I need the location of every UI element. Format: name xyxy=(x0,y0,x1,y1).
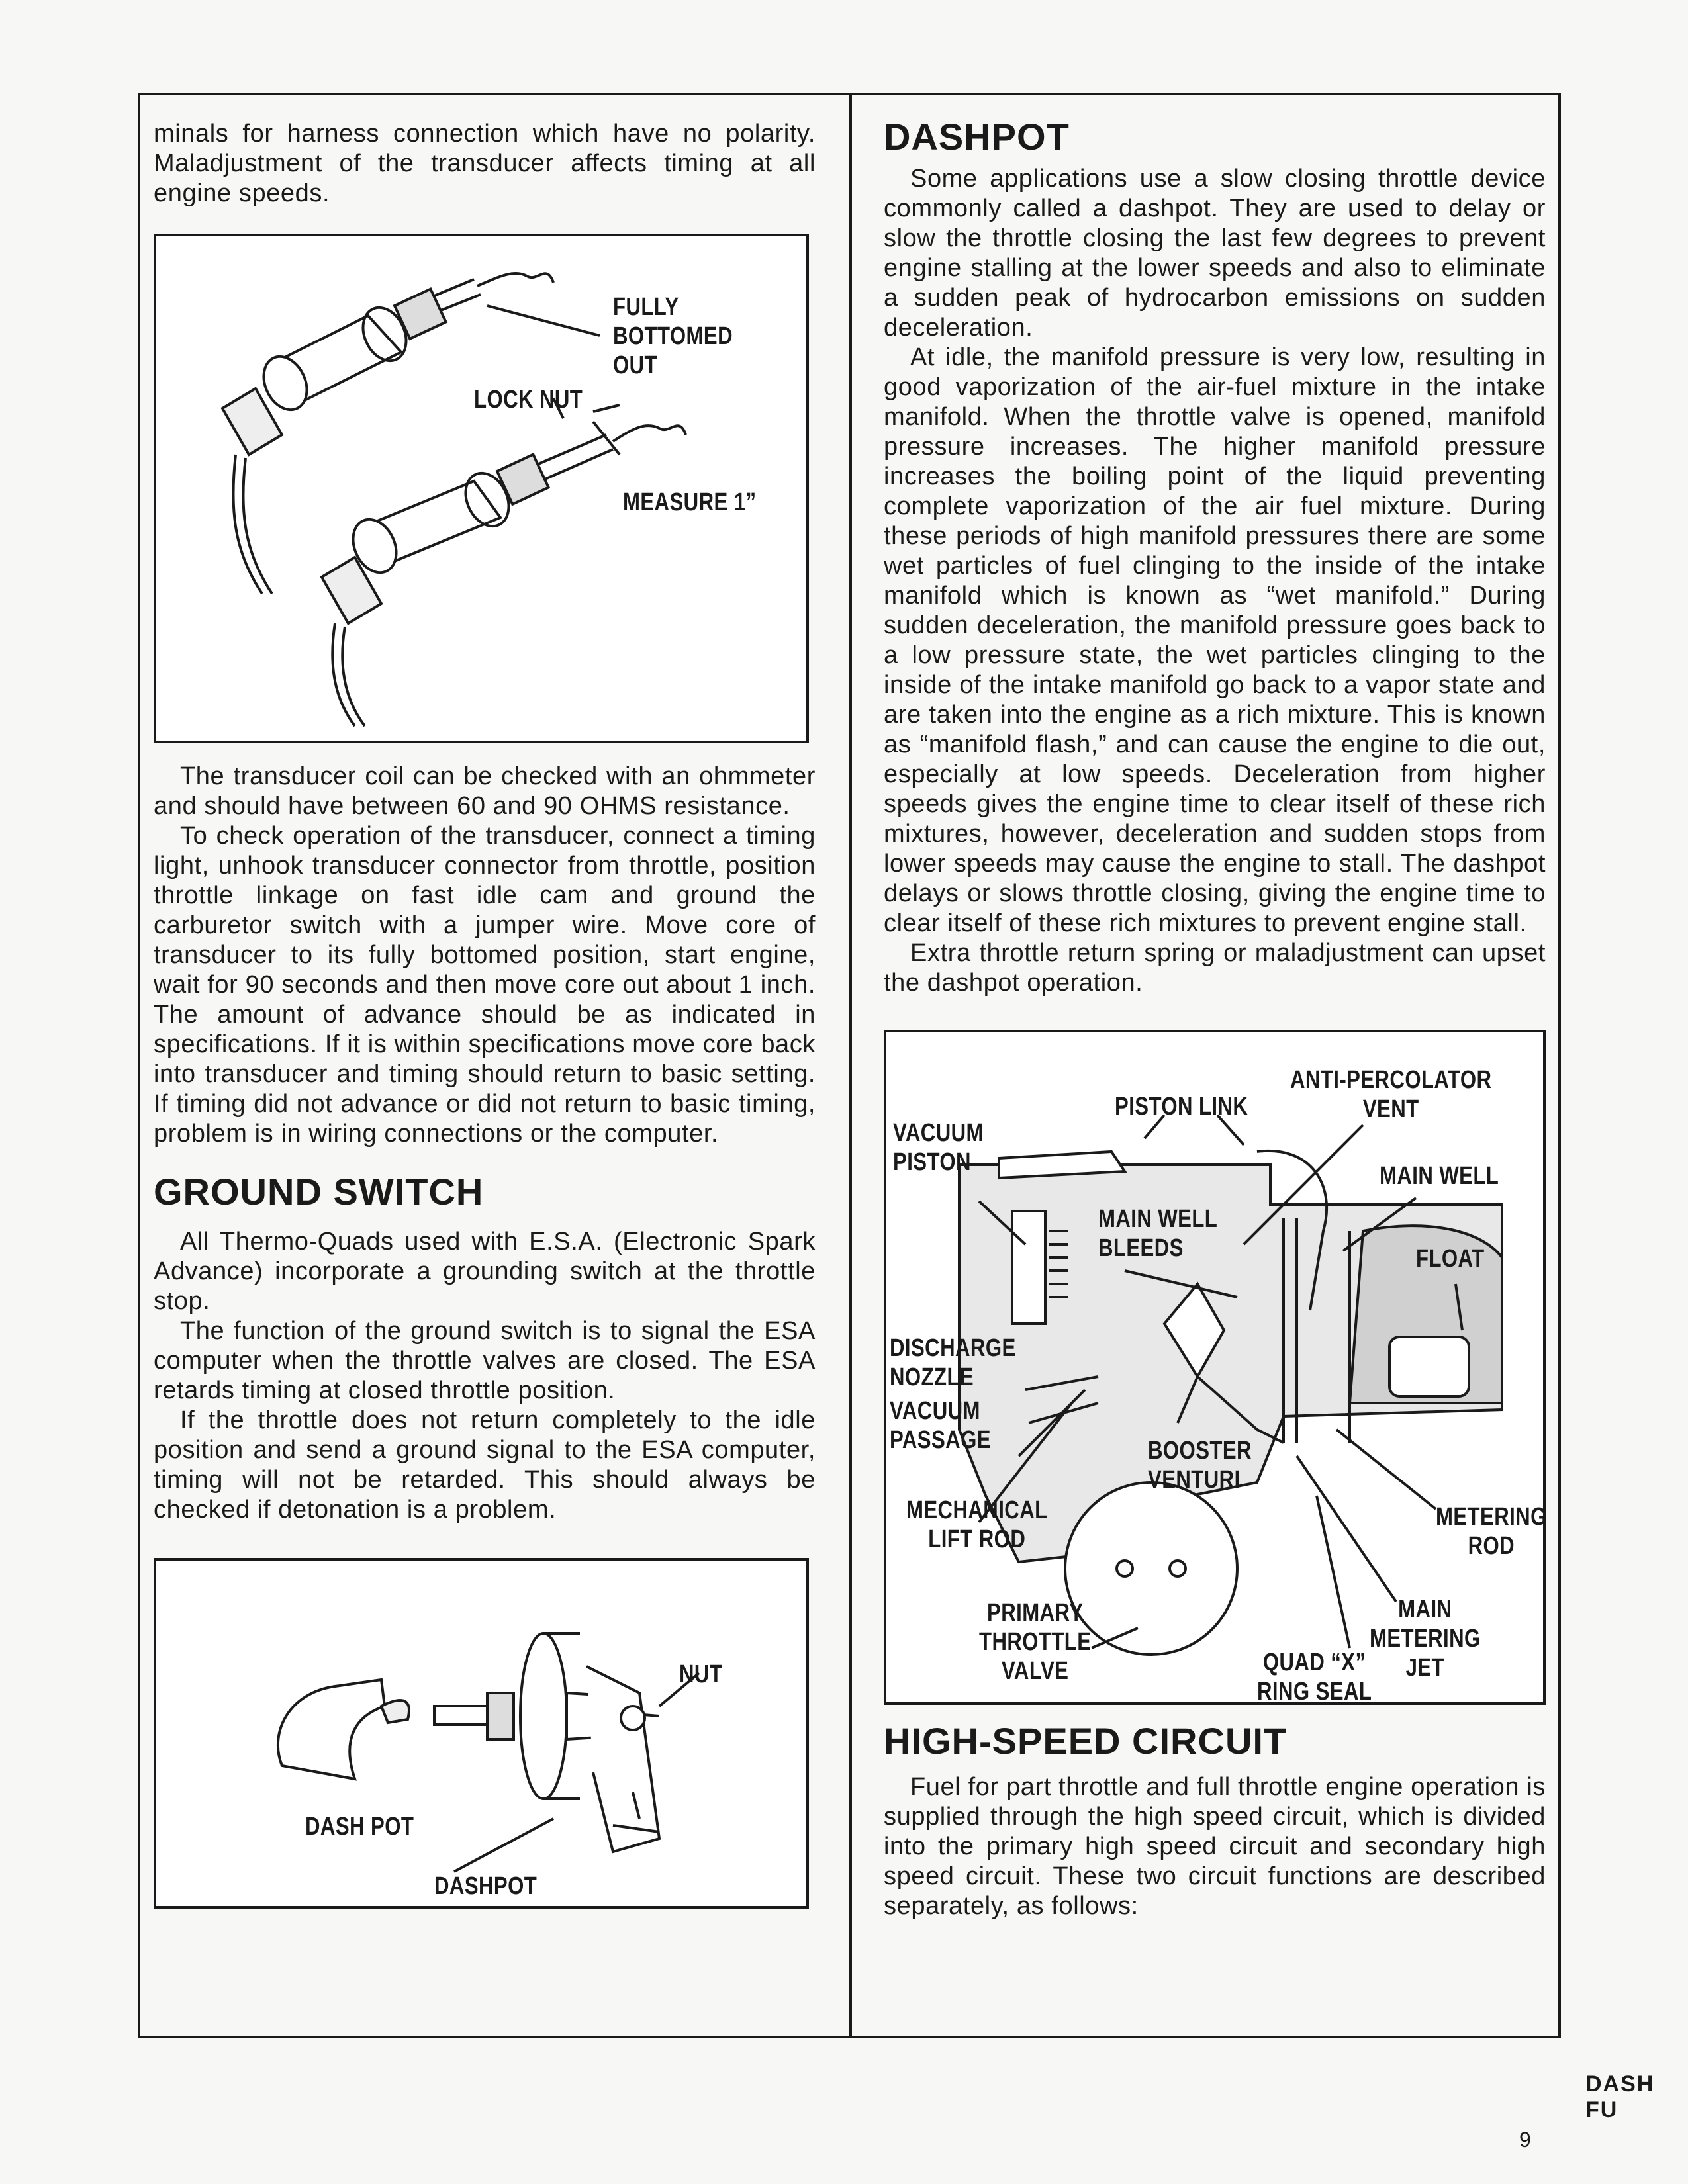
dashpot-caption: DASHPOT xyxy=(434,1872,538,1900)
transducer-check-paragraph: To check operation of the transducer, connect a timing light, unhook transducer connector from throttle, position throttle linkage on fast idle cam and ground the carburetor switch with a jumper wire. Move core of transducer to its fully bottomed position, start engine, wait for 90 seconds and then move core out about 1 inch. The amount of advance should be as indicated in specifications. If it is within specifications move core back into transducer and timing should return to basic setting. If timing did not advance or did not return to basic timing, problem is in wiring connections or the computer. xyxy=(154,822,816,1148)
page-number: 9 xyxy=(1519,2128,1531,2152)
main-metering-jet-label: MAIN METERING JET xyxy=(1369,1596,1481,1682)
transducer-figure xyxy=(154,234,809,743)
dashpot-paragraph-1: Some applications use a slow closing throttle device commonly called a dashpot. They are used to delay or slow the throttle closing the last few degrees to prevent engine stalling at the lower speeds and also to eliminate a sudden peak of hydrocarbon emissions on sudden deceleration. xyxy=(884,165,1546,341)
cropped-header-fragment: DASH FU xyxy=(1585,2071,1655,2122)
piston-link-label: PISTON LINK xyxy=(1115,1093,1248,1120)
main-well-label: MAIN WELL xyxy=(1380,1162,1499,1190)
high-speed-circuit-paragraph: Fuel for part throttle and full throttle engine operation is supplied through the high speed circuit, which is divided into the primary high speed circuit and secondary high speed circuit. These two circuit functions are described separately, as follows: xyxy=(884,1773,1546,1920)
ground-switch-heading: GROUND SWITCH xyxy=(154,1171,484,1212)
high-speed-circuit-heading: HIGH-SPEED CIRCUIT xyxy=(884,1720,1288,1762)
fully-bottomed-out-label: FULLY BOTTOMED OUT xyxy=(613,293,733,379)
primary-throttle-valve-label: PRIMARY THROTTLE VALVE xyxy=(979,1599,1092,1685)
dash-pot-label: DASH POT xyxy=(305,1813,414,1841)
nut-label: NUT xyxy=(679,1661,723,1688)
ground-switch-paragraph-2: The function of the ground switch is to signal the ESA computer when the throttle valves are closed. The ESA retards timing at closed throttle position. xyxy=(154,1317,816,1404)
carburetor-figure xyxy=(884,1030,1546,1705)
mechanical-lift-rod-label: MECHANICAL LIFT ROD xyxy=(906,1496,1048,1553)
float-label: FLOAT xyxy=(1416,1245,1485,1273)
metering-rod-label: METERING ROD xyxy=(1436,1503,1547,1560)
measure-label: MEASURE 1” xyxy=(623,488,757,516)
intro-paragraph: minals for harness connection which have no polarity. Maladjustment of the transducer affects timing at all engine speeds. xyxy=(154,120,816,207)
dashpot-paragraph-3: Extra throttle return spring or maladjustment can upset the dashpot operation. xyxy=(884,939,1546,997)
dashpot-paragraph-2: At idle, the manifold pressure is very low, resulting in good vaporization of the air-fuel mixture in the intake manifold. When the throttle valve is opened, manifold pressure increases. The higher manifold pressure increases the boiling point of the liquid preventing complete vaporization of the air fuel mixture. During these periods of high manifold pressures there are some wet particles of fuel clinging to the inside of the intake manifold which is known as “wet manifold.” During sudden deceleration, the manifold pressure goes back to a low pressure state, the wet particles clinging to the inside of the intake manifold go back to a vapor state and are taken into the engine as a rich mixture. This is known as “manifold flash,” and can cause the engine to die out, especially at low speeds. Deceleration from higher speeds gives the engine time to clear itself of these rich mixtures, however, deceleration and sudden stops from lower speeds may cause the engine to stall. The dashpot delays or slows throttle closing, giving the engine time to clear itself of these rich mixtures to prevent engine stall. xyxy=(884,343,1546,937)
discharge-nozzle-label: DISCHARGE NOZZLE xyxy=(890,1334,1016,1391)
lock-nut-label: LOCK NUT xyxy=(474,386,583,414)
dashpot-heading: DASHPOT xyxy=(884,116,1070,158)
vacuum-piston-label: VACUUM PISTON xyxy=(893,1119,984,1176)
ground-switch-paragraph-1: All Thermo-Quads used with E.S.A. (Electronic Spark Advance) incorporate a grounding switch at the throttle stop. xyxy=(154,1228,816,1315)
dashpot-illustration xyxy=(156,1561,812,1911)
booster-venturi-label: BOOSTER VENTURI xyxy=(1148,1437,1252,1494)
right-column xyxy=(884,116,1547,1921)
transducer-coil-paragraph: The transducer coil can be checked with an ohmmeter and should have between 60 and 90 OHMS resistance. xyxy=(154,762,816,820)
column-divider xyxy=(849,93,852,2038)
main-well-bleeds-label: MAIN WELL BLEEDS xyxy=(1098,1205,1218,1262)
left-column xyxy=(154,119,816,1909)
quad-x-ring-seal-label: QUAD “X” RING SEAL xyxy=(1257,1649,1372,1706)
ground-switch-paragraph-3: If the throttle does not return completely to the idle position and send a ground signal to the ESA computer, timing will not be retarded. This should always be checked if detonation is a problem. xyxy=(154,1406,816,1524)
vacuum-passage-label: VACUUM PASSAGE xyxy=(890,1397,991,1454)
anti-percolator-vent-label: ANTI-PERCOLATOR VENT xyxy=(1290,1066,1492,1123)
dashpot-figure xyxy=(154,1558,809,1909)
